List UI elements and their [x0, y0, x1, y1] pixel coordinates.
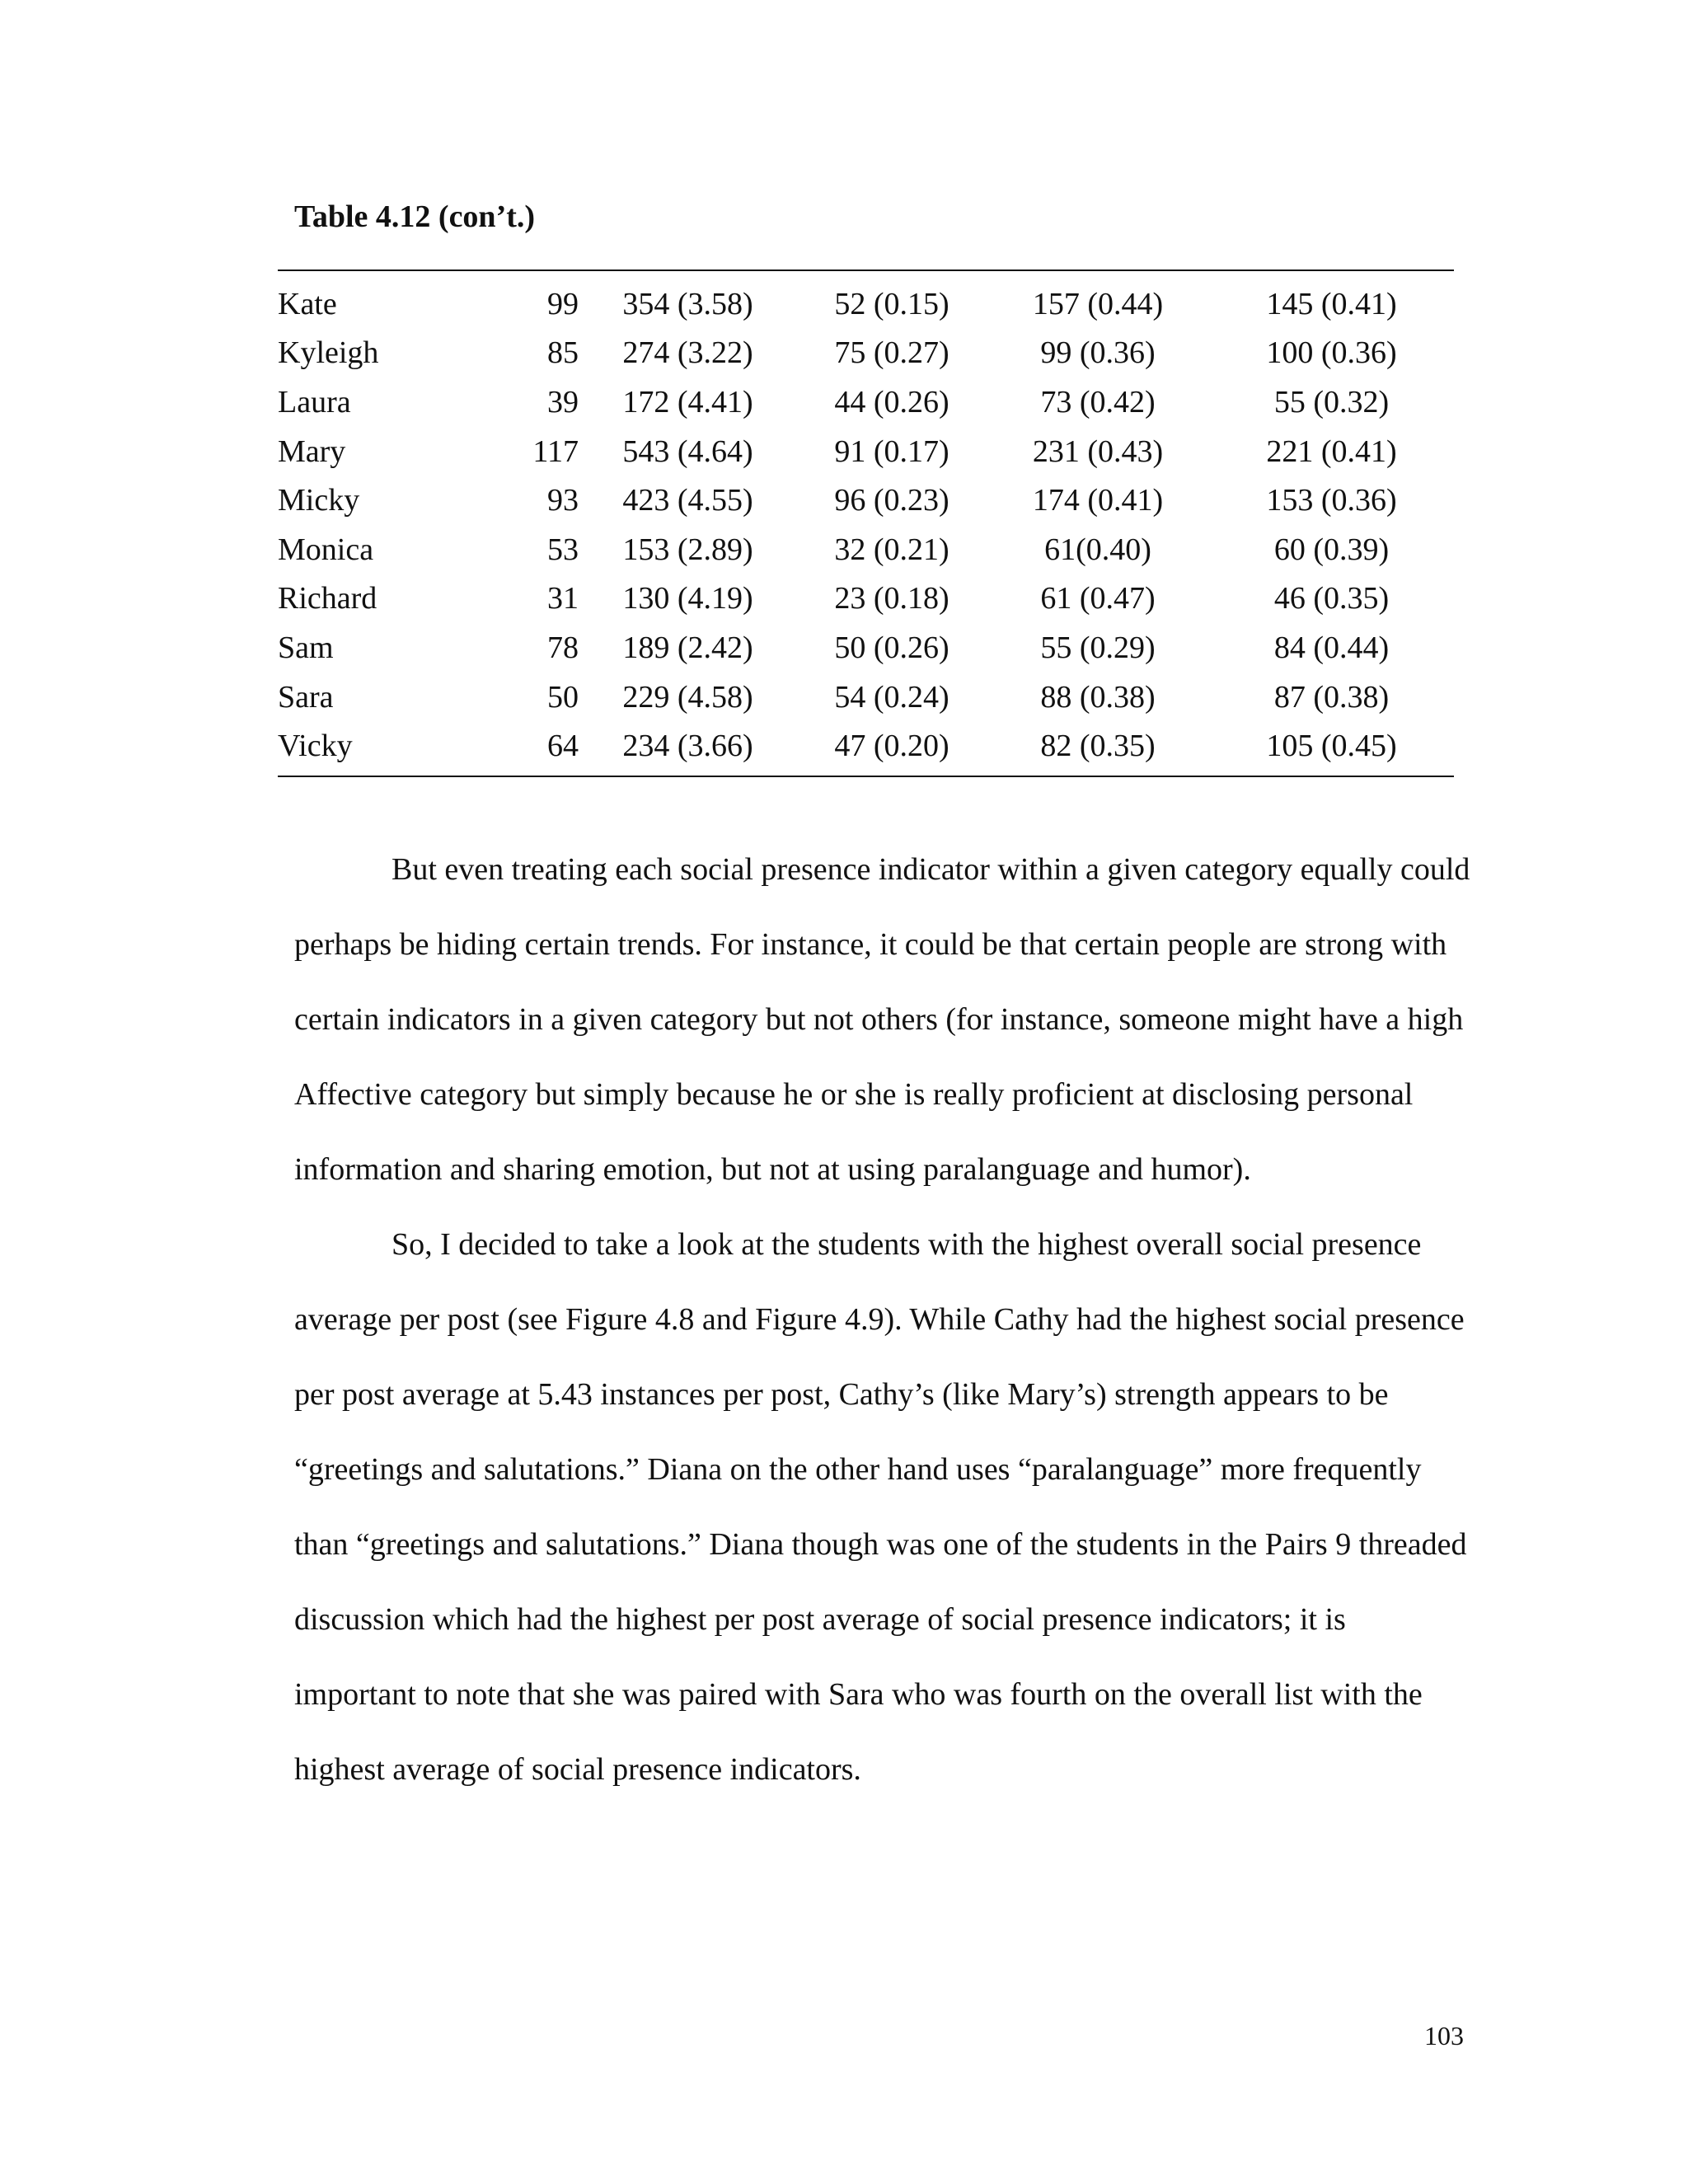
- cell-interactive: 73 (0.42): [1040, 384, 1156, 419]
- cell-posts: 78: [547, 630, 579, 665]
- table-caption: Table 4.12 (con’t.): [294, 199, 536, 234]
- cell-total: 130 (4.19): [622, 581, 753, 616]
- cell-interactive: 61(0.40): [1044, 532, 1151, 567]
- cell-affective: 54 (0.24): [834, 679, 950, 715]
- cell-name: Richard: [278, 581, 377, 616]
- cell-posts: 64: [547, 729, 579, 764]
- cell-total: 234 (3.66): [622, 729, 753, 764]
- cell-name: Vicky: [278, 729, 353, 764]
- data-table-container: [278, 269, 1454, 777]
- cell-posts: 93: [547, 483, 579, 518]
- cell-interactive: 174 (0.41): [1032, 483, 1164, 518]
- cell-name: Sam: [278, 630, 334, 665]
- cell-posts: 117: [532, 434, 579, 469]
- paragraph: But even treating each social presence indicator within a given category equally could perhaps be hiding certain trends. For instance, it could be that certain people are strong with certain indicators in a given category but not others (for instance, someone might have a high Affective category but simply because he or she is really proficient at disclosing personal information and sharing emotion, but not at using paralanguage and humor).: [294, 852, 1470, 1187]
- table-row: [278, 623, 1454, 673]
- cell-total: 172 (4.41): [622, 384, 753, 419]
- paragraph: So, I decided to take a look at the students with the highest overall social presence average per post (see Figure 4.8 and Figure 4.9). While Cathy had the highest social presence per post average at 5.43 instances per post, Cathy’s (like Mary’s) strength appears to be “greetings and salutations.” Diana on the other hand uses “paralanguage” more frequently than “greetings and salutations.” Diana though was one of the students in the Pairs 9 threaded discussion which had the highest per post average of social presence indicators; it is important to note that she was paired with Sara who was fourth on the overall list with the highest average of social presence indicators.: [294, 1227, 1467, 1787]
- cell-affective: 96 (0.23): [834, 483, 950, 518]
- table-row: [278, 427, 1454, 476]
- table-row: [278, 329, 1454, 378]
- cell-posts: 39: [547, 384, 579, 419]
- cell-cohesive: 100 (0.36): [1266, 335, 1397, 371]
- table-row: [278, 377, 1454, 427]
- cell-affective: 44 (0.26): [834, 384, 950, 419]
- cell-cohesive: 84 (0.44): [1273, 630, 1390, 665]
- cell-name: Kate: [278, 286, 337, 321]
- cell-interactive: 82 (0.35): [1040, 729, 1156, 764]
- cell-name: Sara: [278, 679, 334, 715]
- data-table: [278, 279, 1454, 771]
- cell-affective: 32 (0.21): [834, 532, 950, 567]
- cell-interactive: 61 (0.47): [1040, 581, 1156, 616]
- cell-affective: 23 (0.18): [834, 581, 950, 616]
- cell-affective: 52 (0.15): [834, 286, 950, 321]
- cell-affective: 47 (0.20): [834, 729, 950, 764]
- cell-affective: 91 (0.17): [834, 434, 950, 469]
- cell-affective: 75 (0.27): [834, 335, 950, 371]
- cell-total: 543 (4.64): [622, 434, 753, 469]
- cell-cohesive: 153 (0.36): [1266, 483, 1397, 518]
- cell-posts: 85: [547, 335, 579, 371]
- table-row: [278, 574, 1454, 624]
- body-text: [294, 832, 1473, 1807]
- cell-posts: 50: [547, 679, 579, 715]
- cell-total: 229 (4.58): [622, 679, 753, 715]
- cell-interactive: 231 (0.43): [1032, 434, 1164, 469]
- cell-total: 423 (4.55): [622, 483, 753, 518]
- table-row: [278, 279, 1454, 329]
- cell-affective: 50 (0.26): [834, 630, 950, 665]
- page-number: 103: [1424, 2021, 1464, 2050]
- table-row: [278, 673, 1454, 722]
- table-row: [278, 525, 1454, 574]
- cell-total: 189 (2.42): [622, 630, 753, 665]
- table-row: [278, 476, 1454, 525]
- cell-interactive: 157 (0.44): [1032, 286, 1164, 321]
- cell-name: Mary: [278, 434, 346, 469]
- cell-name: Micky: [278, 483, 360, 518]
- cell-interactive: 55 (0.29): [1040, 630, 1156, 665]
- cell-interactive: 88 (0.38): [1040, 679, 1156, 715]
- table-row: [278, 721, 1454, 771]
- cell-cohesive: 145 (0.41): [1266, 286, 1397, 321]
- cell-cohesive: 221 (0.41): [1266, 434, 1397, 469]
- cell-name: Kyleigh: [278, 335, 379, 371]
- cell-total: 153 (2.89): [622, 532, 753, 567]
- cell-interactive: 99 (0.36): [1040, 335, 1156, 371]
- cell-cohesive: 60 (0.39): [1273, 532, 1390, 567]
- cell-cohesive: 87 (0.38): [1273, 679, 1390, 715]
- cell-cohesive: 46 (0.35): [1273, 581, 1390, 616]
- cell-name: Monica: [278, 532, 374, 567]
- cell-posts: 31: [547, 581, 579, 616]
- cell-posts: 99: [547, 286, 579, 321]
- cell-cohesive: 105 (0.45): [1266, 729, 1397, 764]
- cell-total: 274 (3.22): [622, 335, 753, 371]
- cell-posts: 53: [547, 532, 579, 567]
- cell-name: Laura: [278, 384, 351, 419]
- cell-total: 354 (3.58): [622, 286, 753, 321]
- cell-cohesive: 55 (0.32): [1273, 384, 1390, 419]
